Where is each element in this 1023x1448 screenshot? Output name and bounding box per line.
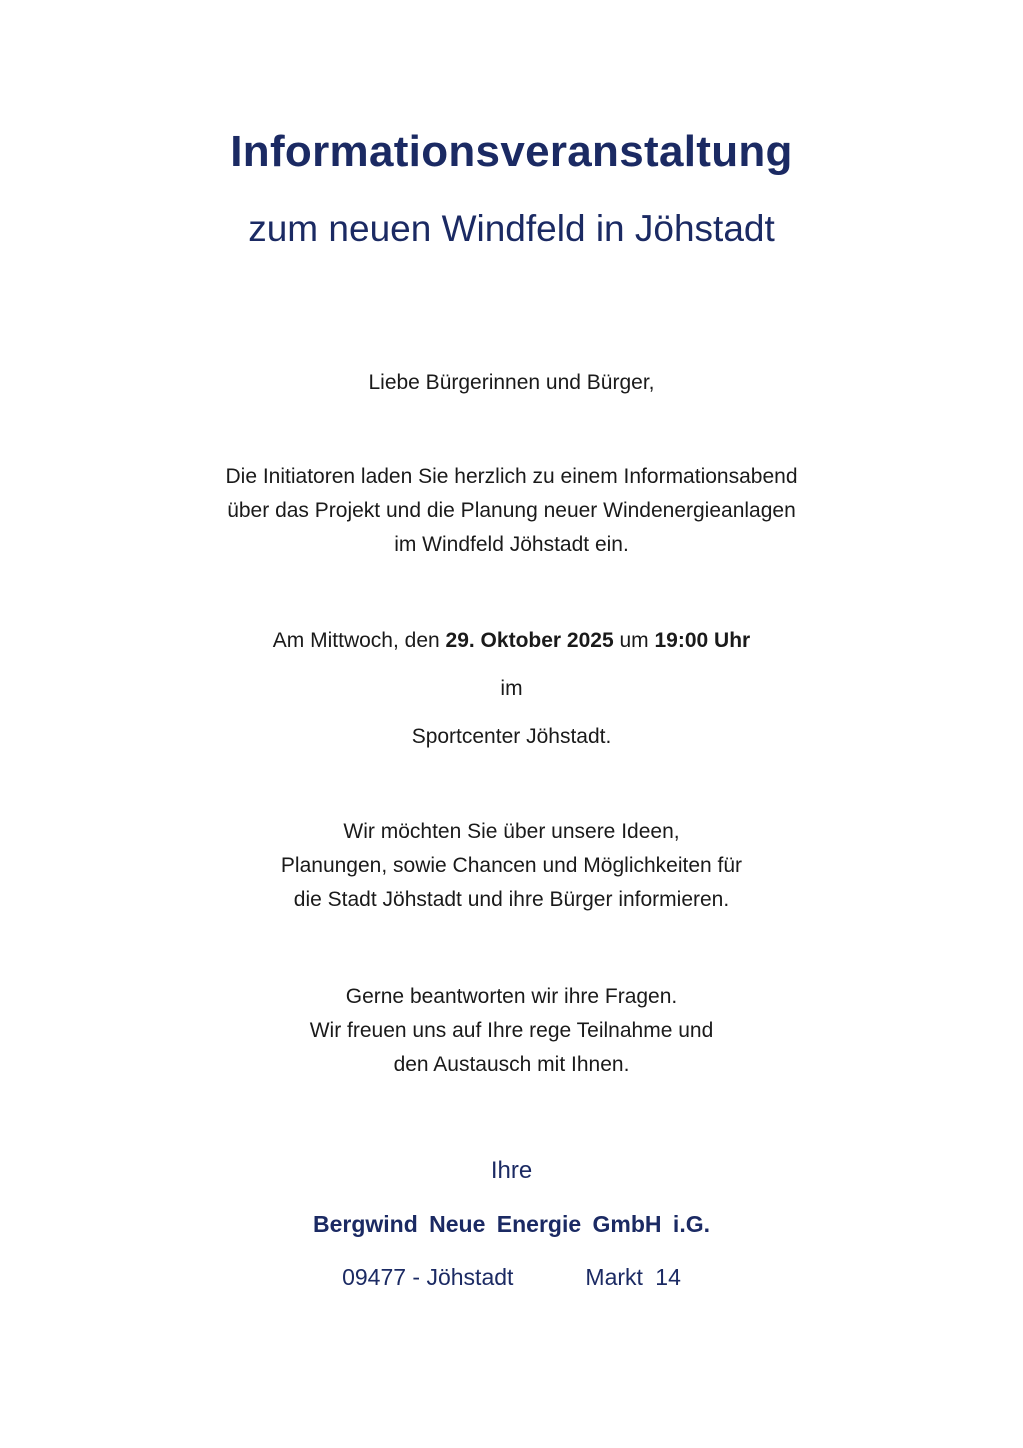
address-street: Markt 14 (585, 1264, 681, 1290)
closing-line: Wir freuen uns auf Ihre rege Teilnahme und (309, 1019, 714, 1042)
event-venue: Sportcenter Jöhstadt. (411, 725, 612, 748)
intro-paragraph (0, 460, 1023, 562)
intro-line: im Windfeld Jöhstadt ein. (394, 533, 629, 556)
page-subtitle: zum neuen Windfeld in Jöhstadt (248, 208, 775, 249)
closing-line: den Austausch mit Ihnen. (393, 1053, 630, 1076)
event-connector: um (619, 629, 649, 652)
event-time: 19:00 Uhr (654, 629, 751, 652)
ideas-paragraph (0, 815, 1023, 917)
closing-paragraph (0, 980, 1023, 1082)
intro-line: über das Projekt und die Planung neuer Windenergieanlagen (227, 499, 796, 522)
event-date: 29. Oktober 2025 (445, 629, 614, 652)
ideas-line: die Stadt Jöhstadt und ihre Bürger informieren. (293, 888, 730, 911)
company-name: Bergwind Neue Energie GmbH i.G. (312, 1211, 710, 1237)
event-date-line (0, 624, 1023, 658)
ideas-line: Planungen, sowie Chancen und Möglichkeiten für (280, 854, 743, 877)
signature-salutation: Ihre (490, 1157, 533, 1184)
address-city: 09477 - Jöhstadt (342, 1264, 514, 1290)
event-in-word: im (500, 677, 523, 700)
intro-line: Die Initiatoren laden Sie herzlich zu einem Informationsabend (225, 465, 798, 488)
event-prefix: Am Mittwoch, den (272, 629, 440, 652)
greeting: Liebe Bürgerinnen und Bürger, (368, 371, 655, 394)
closing-line: Gerne beantworten wir ihre Fragen. (345, 985, 678, 1008)
company-address (0, 1260, 1023, 1294)
ideas-line: Wir möchten Sie über unsere Ideen, (343, 820, 680, 843)
page-title: Informationsveranstaltung (230, 127, 793, 176)
